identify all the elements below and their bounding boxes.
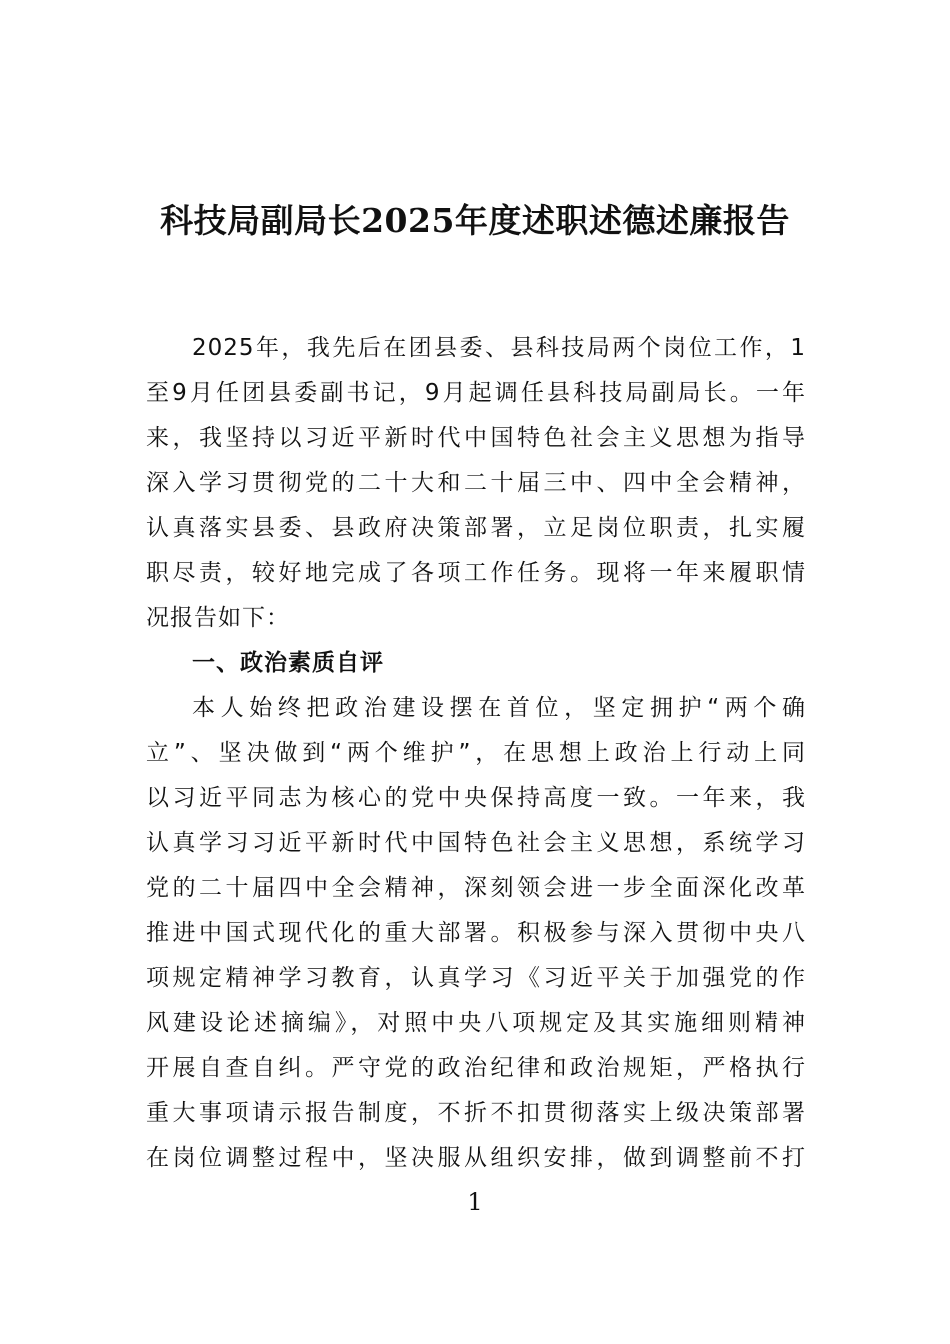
- paragraph-line: 党的二十届四中全会精神，深刻领会进一步全面深化改革: [146, 875, 806, 901]
- paragraph-line: 风建设论述摘编》，对照中央八项规定及其实施细则精神: [146, 1010, 806, 1036]
- paragraph-line: 项规定精神学习教育，认真学习《习近平关于加强党的作: [146, 965, 806, 991]
- paragraph-line: 2025年，我先后在团县委、县科技局两个岗位工作，1: [192, 335, 806, 361]
- paragraph-line: 至9月任团县委副书记，9月起调任县科技局副局长。一年: [146, 380, 806, 406]
- paragraph-line: 本人始终把政治建设摆在首位，坚定拥护“两个确: [192, 695, 806, 721]
- document-body: [146, 326, 806, 1181]
- paragraph-line: 推进中国式现代化的重大部署。积极参与深入贯彻中央八: [146, 920, 806, 946]
- document-title: 科技局副局长2025年度述职述德述廉报告: [160, 201, 790, 240]
- paragraph-line: 立”、坚决做到“两个维护”，在思想上政治上行动上同: [146, 740, 806, 766]
- section-heading: 一、政治素质自评: [192, 650, 384, 676]
- paragraph-line: 开展自查自纠。严守党的政治纪律和政治规矩，严格执行: [146, 1055, 806, 1081]
- page-number: 1: [467, 1188, 483, 1216]
- paragraph-line: 以习近平同志为核心的党中央保持高度一致。一年来，我: [146, 785, 806, 811]
- paragraph-line: 认真学习习近平新时代中国特色社会主义思想，系统学习: [146, 830, 806, 856]
- paragraph-line: 况报告如下：: [146, 605, 290, 631]
- paragraph-line: 来，我坚持以习近平新时代中国特色社会主义思想为指导: [146, 425, 806, 451]
- paragraph-line: 重大事项请示报告制度，不折不扣贯彻落实上级决策部署: [146, 1100, 806, 1126]
- paragraph-line: 认真落实县委、县政府决策部署，立足岗位职责，扎实履: [146, 515, 806, 541]
- paragraph-line: 在岗位调整过程中，坚决服从组织安排，做到调整前不打: [146, 1145, 806, 1171]
- paragraph-line: 深入学习贯彻党的二十大和二十届三中、四中全会精神，: [146, 470, 806, 496]
- paragraph-line: 职尽责，较好地完成了各项工作任务。现将一年来履职情: [146, 560, 806, 586]
